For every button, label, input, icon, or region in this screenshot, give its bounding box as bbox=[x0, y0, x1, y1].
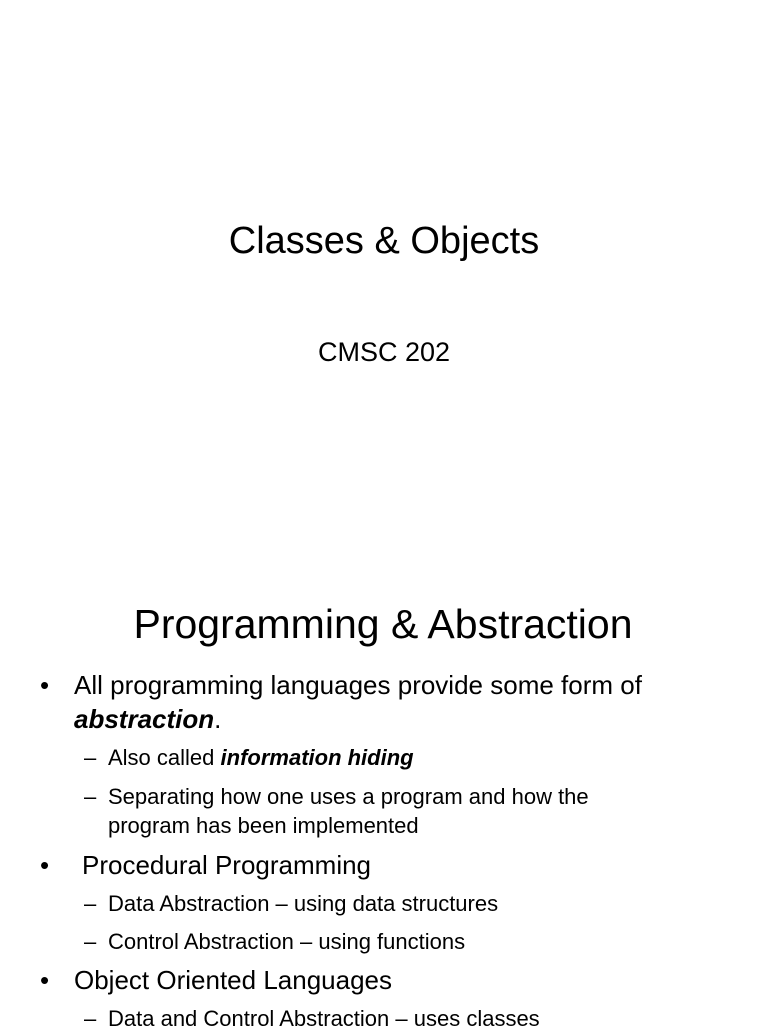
content-slide-title: Programming & Abstraction bbox=[133, 601, 633, 647]
sub-bullet-item bbox=[84, 743, 744, 773]
emphasis-text: abstraction bbox=[74, 704, 215, 734]
bullet-dot: • bbox=[40, 850, 50, 880]
bullet-text: Object Oriented Languages bbox=[74, 965, 392, 995]
content-slide bbox=[0, 576, 768, 1031]
bullet-dot: • bbox=[40, 670, 50, 700]
sub-bullet-text: Separating how one uses a program and how the program has been implemented bbox=[108, 784, 589, 838]
bullet-dot: • bbox=[40, 965, 50, 995]
bullet-item bbox=[40, 668, 740, 738]
sub-bullet-dash: – bbox=[84, 745, 97, 770]
sub-bullet-dash: – bbox=[84, 891, 97, 916]
sub-bullet-item bbox=[84, 927, 744, 957]
sub-bullet-item bbox=[84, 889, 744, 919]
sub-bullet-text: Data Abstraction – using data structures bbox=[108, 891, 499, 916]
sub-bullet-text: Data and Control Abstraction – uses classes bbox=[108, 1006, 540, 1031]
sub-bullet-text: Control Abstraction – using functions bbox=[108, 929, 466, 954]
slide-subtitle: CMSC 202 bbox=[317, 337, 451, 367]
sub-bullet-item bbox=[84, 1004, 744, 1034]
sub-bullet-dash: – bbox=[84, 784, 97, 809]
sub-bullet-item bbox=[84, 782, 744, 840]
bullet-item bbox=[40, 848, 740, 882]
bullet-text: Procedural Programming bbox=[82, 850, 372, 880]
bullet-item bbox=[40, 963, 740, 997]
sub-bullet-dash: – bbox=[84, 1006, 97, 1031]
sub-bullet-dash: – bbox=[84, 929, 97, 954]
bullet-text: All programming languages provide some form of abstraction. bbox=[74, 670, 642, 734]
slide-title: Classes & Objects bbox=[228, 220, 540, 262]
sub-bullet-text: Also called information hiding bbox=[108, 745, 414, 770]
emphasis-text: information hiding bbox=[220, 745, 414, 770]
